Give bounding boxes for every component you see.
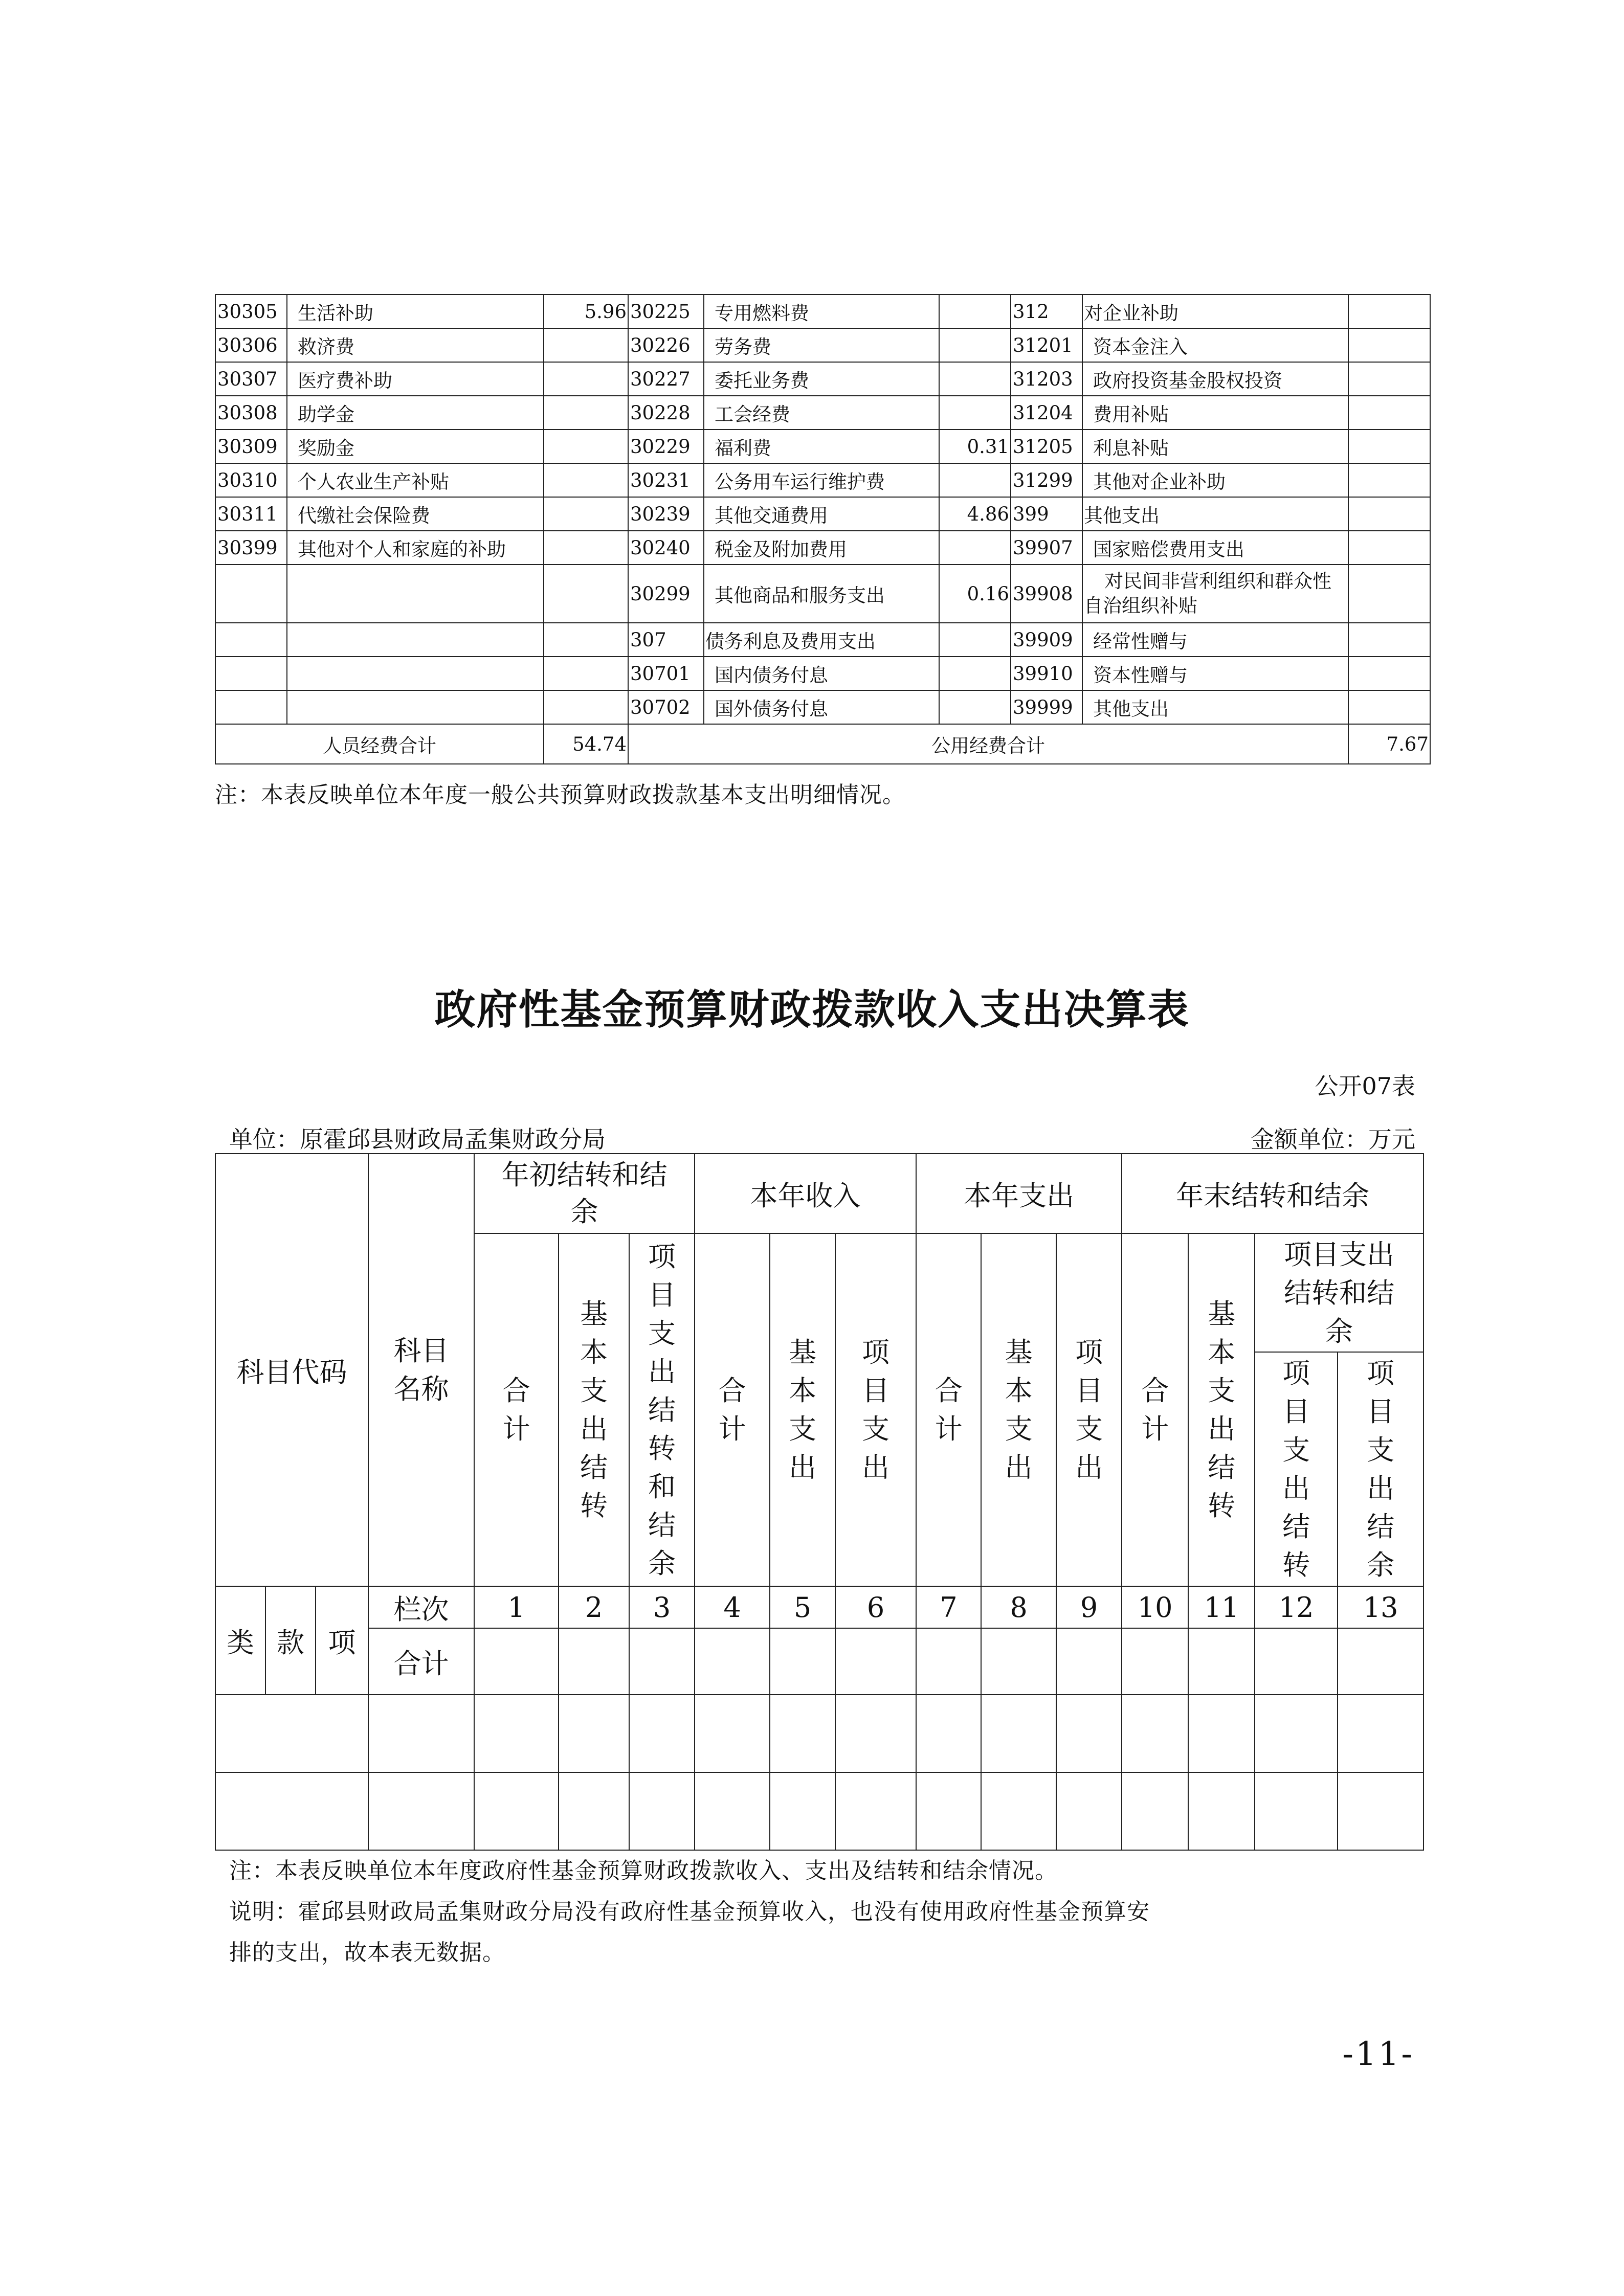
col-number: 12 [1255, 1586, 1338, 1628]
end-total-header: 合计 [1122, 1233, 1188, 1586]
code-3: 39908 [1011, 565, 1082, 623]
name-3: 经常性赠与 [1082, 623, 1348, 657]
col-number: 1 [474, 1586, 559, 1628]
detail-row [215, 328, 1430, 362]
amount-1 [544, 623, 628, 657]
expense-detail-body [215, 295, 1430, 724]
code-1: 30306 [215, 328, 287, 362]
explanation-line-2: 排的支出，故本表无数据。 [229, 1940, 505, 1966]
code-3: 39909 [1011, 623, 1082, 657]
name-3: 对民间非营利组织和群众性自治组织补贴 [1082, 565, 1348, 623]
table-number: 公开07表 [1315, 1072, 1415, 1100]
page-title: 政府性基金预算财政拨款收入支出决算表 [434, 986, 1190, 1033]
name-3: 其他对企业补助 [1082, 463, 1348, 497]
name-3: 政府投资基金股权投资 [1082, 362, 1348, 396]
code-3: 399 [1011, 497, 1082, 531]
subject-name-header: 科目名称 [368, 1154, 474, 1586]
name-1: 医疗费补助 [287, 362, 544, 396]
amount-3 [1348, 531, 1430, 565]
code-3: 39910 [1011, 657, 1082, 690]
amount-2 [939, 690, 1011, 724]
amount-1 [544, 328, 628, 362]
col-number: 11 [1188, 1586, 1255, 1628]
name-2: 公务用车运行维护费 [704, 463, 939, 497]
amount-3 [1348, 657, 1430, 690]
end-project-balance-header: 项目支出结余 [1338, 1352, 1423, 1586]
col-number: 9 [1056, 1586, 1122, 1628]
name-1 [287, 690, 544, 724]
code-1 [215, 565, 287, 623]
name-2: 福利费 [704, 430, 939, 463]
amount-2: 4.86 [939, 497, 1011, 531]
begin-total-header: 合计 [474, 1233, 559, 1586]
name-2: 委托业务费 [704, 362, 939, 396]
detail-row [215, 430, 1430, 463]
public-total-value: 7.67 [1348, 724, 1430, 764]
amount-unit-label: 金额单位：万元 [1251, 1126, 1415, 1153]
code-1: 30310 [215, 463, 287, 497]
amount-3 [1348, 430, 1430, 463]
detail-row [215, 396, 1430, 430]
name-1 [287, 657, 544, 690]
name-2: 债务利息及费用支出 [704, 623, 939, 657]
name-3: 其他支出 [1082, 690, 1348, 724]
income-total-header: 合计 [695, 1233, 770, 1586]
expense-project-header: 项目支出 [1056, 1233, 1122, 1586]
col-number: 5 [770, 1586, 835, 1628]
lanci-label: 栏次 [368, 1586, 474, 1628]
begin-basic-carry-header: 基本支出结转 [559, 1233, 629, 1586]
code-2: 30231 [628, 463, 704, 497]
name-1: 奖励金 [287, 430, 544, 463]
name-1: 救济费 [287, 328, 544, 362]
name-2: 工会经费 [704, 396, 939, 430]
amount-2 [939, 362, 1011, 396]
end-project-carry-balance-header: 项目支出结转和结余 [1255, 1233, 1423, 1352]
detail-row [215, 657, 1430, 690]
amount-2 [939, 657, 1011, 690]
col-number: 6 [835, 1586, 916, 1628]
col-number: 10 [1122, 1586, 1188, 1628]
name-1: 生活补助 [287, 295, 544, 328]
code-2: 307 [628, 623, 704, 657]
code-3: 31201 [1011, 328, 1082, 362]
detail-row [215, 362, 1430, 396]
amount-1 [544, 463, 628, 497]
code-2: 30702 [628, 690, 704, 724]
expense-detail-table [215, 294, 1431, 764]
name-3: 利息补贴 [1082, 430, 1348, 463]
col-kuan: 款 [265, 1586, 316, 1695]
col-number: 2 [559, 1586, 629, 1628]
amount-3 [1348, 362, 1430, 396]
amount-2 [939, 463, 1011, 497]
income-basic-header: 基本支出 [770, 1233, 835, 1586]
personnel-total-value: 54.74 [544, 724, 628, 764]
total-row [215, 1628, 1423, 1695]
total-label: 合计 [368, 1628, 474, 1695]
amount-1 [544, 362, 628, 396]
amount-2 [939, 623, 1011, 657]
amount-3 [1348, 463, 1430, 497]
personnel-total-label: 人员经费合计 [215, 724, 544, 764]
code-1: 30311 [215, 497, 287, 531]
explanation-line-1: 说明：霍邱县财政局孟集财政分局没有政府性基金预算收入，也没有使用政府性基金预算安 [229, 1899, 1150, 1925]
name-3: 其他支出 [1082, 497, 1348, 531]
expense-total-header: 合计 [916, 1233, 981, 1586]
end-basic-carry-header: 基本支出结转 [1188, 1233, 1255, 1586]
group-income-header: 本年收入 [695, 1154, 916, 1233]
amount-1 [544, 531, 628, 565]
code-1: 30305 [215, 295, 287, 328]
fund-table-note: 注：本表反映单位本年度政府性基金预算财政拨款收入、支出及结转和结余情况。 [229, 1858, 1058, 1884]
begin-project-carry-balance-header: 项目支出结转和结余 [629, 1233, 695, 1586]
amount-3 [1348, 497, 1430, 531]
code-1 [215, 623, 287, 657]
unit-label: 单位：原霍邱县财政局孟集财政分局 [229, 1126, 606, 1153]
amount-2 [939, 328, 1011, 362]
name-1: 个人农业生产补贴 [287, 463, 544, 497]
code-3: 31205 [1011, 430, 1082, 463]
column-number-row [215, 1586, 1423, 1628]
code-3: 31203 [1011, 362, 1082, 396]
name-2: 劳务费 [704, 328, 939, 362]
code-1: 30309 [215, 430, 287, 463]
amount-1 [544, 657, 628, 690]
amount-2 [939, 295, 1011, 328]
amount-1 [544, 396, 628, 430]
income-project-header: 项目支出 [835, 1233, 916, 1586]
code-1 [215, 690, 287, 724]
fund-budget-table [215, 1153, 1424, 1851]
name-1 [287, 623, 544, 657]
name-1: 代缴社会保险费 [287, 497, 544, 531]
end-project-carry-header: 项目支出结转 [1255, 1352, 1338, 1586]
amount-3 [1348, 396, 1430, 430]
detail-row [215, 295, 1430, 328]
col-lei: 类 [215, 1586, 265, 1695]
name-1 [287, 565, 544, 623]
code-1 [215, 657, 287, 690]
name-2: 税金及附加费用 [704, 531, 939, 565]
detail-row [215, 463, 1430, 497]
expense-basic-header: 基本支出 [981, 1233, 1056, 1586]
amount-1 [544, 430, 628, 463]
amount-3 [1348, 328, 1430, 362]
code-3: 39907 [1011, 531, 1082, 565]
code-2: 30240 [628, 531, 704, 565]
detail-row [215, 565, 1430, 623]
amount-2: 0.31 [939, 430, 1011, 463]
code-2: 30299 [628, 565, 704, 623]
amount-1 [544, 497, 628, 531]
name-3: 费用补贴 [1082, 396, 1348, 430]
name-3: 资本金注入 [1082, 328, 1348, 362]
col-number: 13 [1338, 1586, 1423, 1628]
code-2: 30229 [628, 430, 704, 463]
amount-2 [939, 396, 1011, 430]
header-row-1 [215, 1154, 1423, 1233]
code-3: 312 [1011, 295, 1082, 328]
col-xiang: 项 [316, 1586, 368, 1695]
name-2: 国外债务付息 [704, 690, 939, 724]
name-2: 其他交通费用 [704, 497, 939, 531]
detail-row [215, 623, 1430, 657]
name-1: 其他对个人和家庭的补助 [287, 531, 544, 565]
group-begin-header: 年初结转和结余 [474, 1154, 695, 1233]
amount-3 [1348, 623, 1430, 657]
table-note: 注：本表反映单位本年度一般公共预算财政拨款基本支出明细情况。 [215, 782, 905, 808]
detail-row [215, 497, 1430, 531]
name-1: 助学金 [287, 396, 544, 430]
group-expense-header: 本年支出 [916, 1154, 1122, 1233]
code-2: 30701 [628, 657, 704, 690]
empty-row [215, 1695, 1423, 1772]
code-3: 31299 [1011, 463, 1082, 497]
code-3: 39999 [1011, 690, 1082, 724]
detail-row [215, 531, 1430, 565]
page-number: -11- [1342, 2035, 1414, 2073]
col-number: 4 [695, 1586, 770, 1628]
name-3: 资本性赠与 [1082, 657, 1348, 690]
group-end-header: 年末结转和结余 [1122, 1154, 1423, 1233]
code-2: 30239 [628, 497, 704, 531]
amount-2: 0.16 [939, 565, 1011, 623]
amount-3 [1348, 295, 1430, 328]
code-1: 30399 [215, 531, 287, 565]
col-number: 3 [629, 1586, 695, 1628]
name-2: 国内债务付息 [704, 657, 939, 690]
code-2: 30225 [628, 295, 704, 328]
col-number: 7 [916, 1586, 981, 1628]
code-3: 31204 [1011, 396, 1082, 430]
amount-1 [544, 565, 628, 623]
summary-row [215, 724, 1430, 764]
col-number: 8 [981, 1586, 1056, 1628]
public-total-label: 公用经费合计 [628, 724, 1348, 764]
name-2: 其他商品和服务支出 [704, 565, 939, 623]
amount-3 [1348, 565, 1430, 623]
code-1: 30307 [215, 362, 287, 396]
code-1: 30308 [215, 396, 287, 430]
name-3: 对企业补助 [1082, 295, 1348, 328]
code-2: 30226 [628, 328, 704, 362]
amount-1: 5.96 [544, 295, 628, 328]
code-2: 30228 [628, 396, 704, 430]
amount-1 [544, 690, 628, 724]
name-2: 专用燃料费 [704, 295, 939, 328]
amount-3 [1348, 690, 1430, 724]
empty-row [215, 1772, 1423, 1850]
amount-2 [939, 531, 1011, 565]
subject-code-header: 科目代码 [215, 1154, 368, 1586]
name-3: 国家赔偿费用支出 [1082, 531, 1348, 565]
detail-row [215, 690, 1430, 724]
code-2: 30227 [628, 362, 704, 396]
